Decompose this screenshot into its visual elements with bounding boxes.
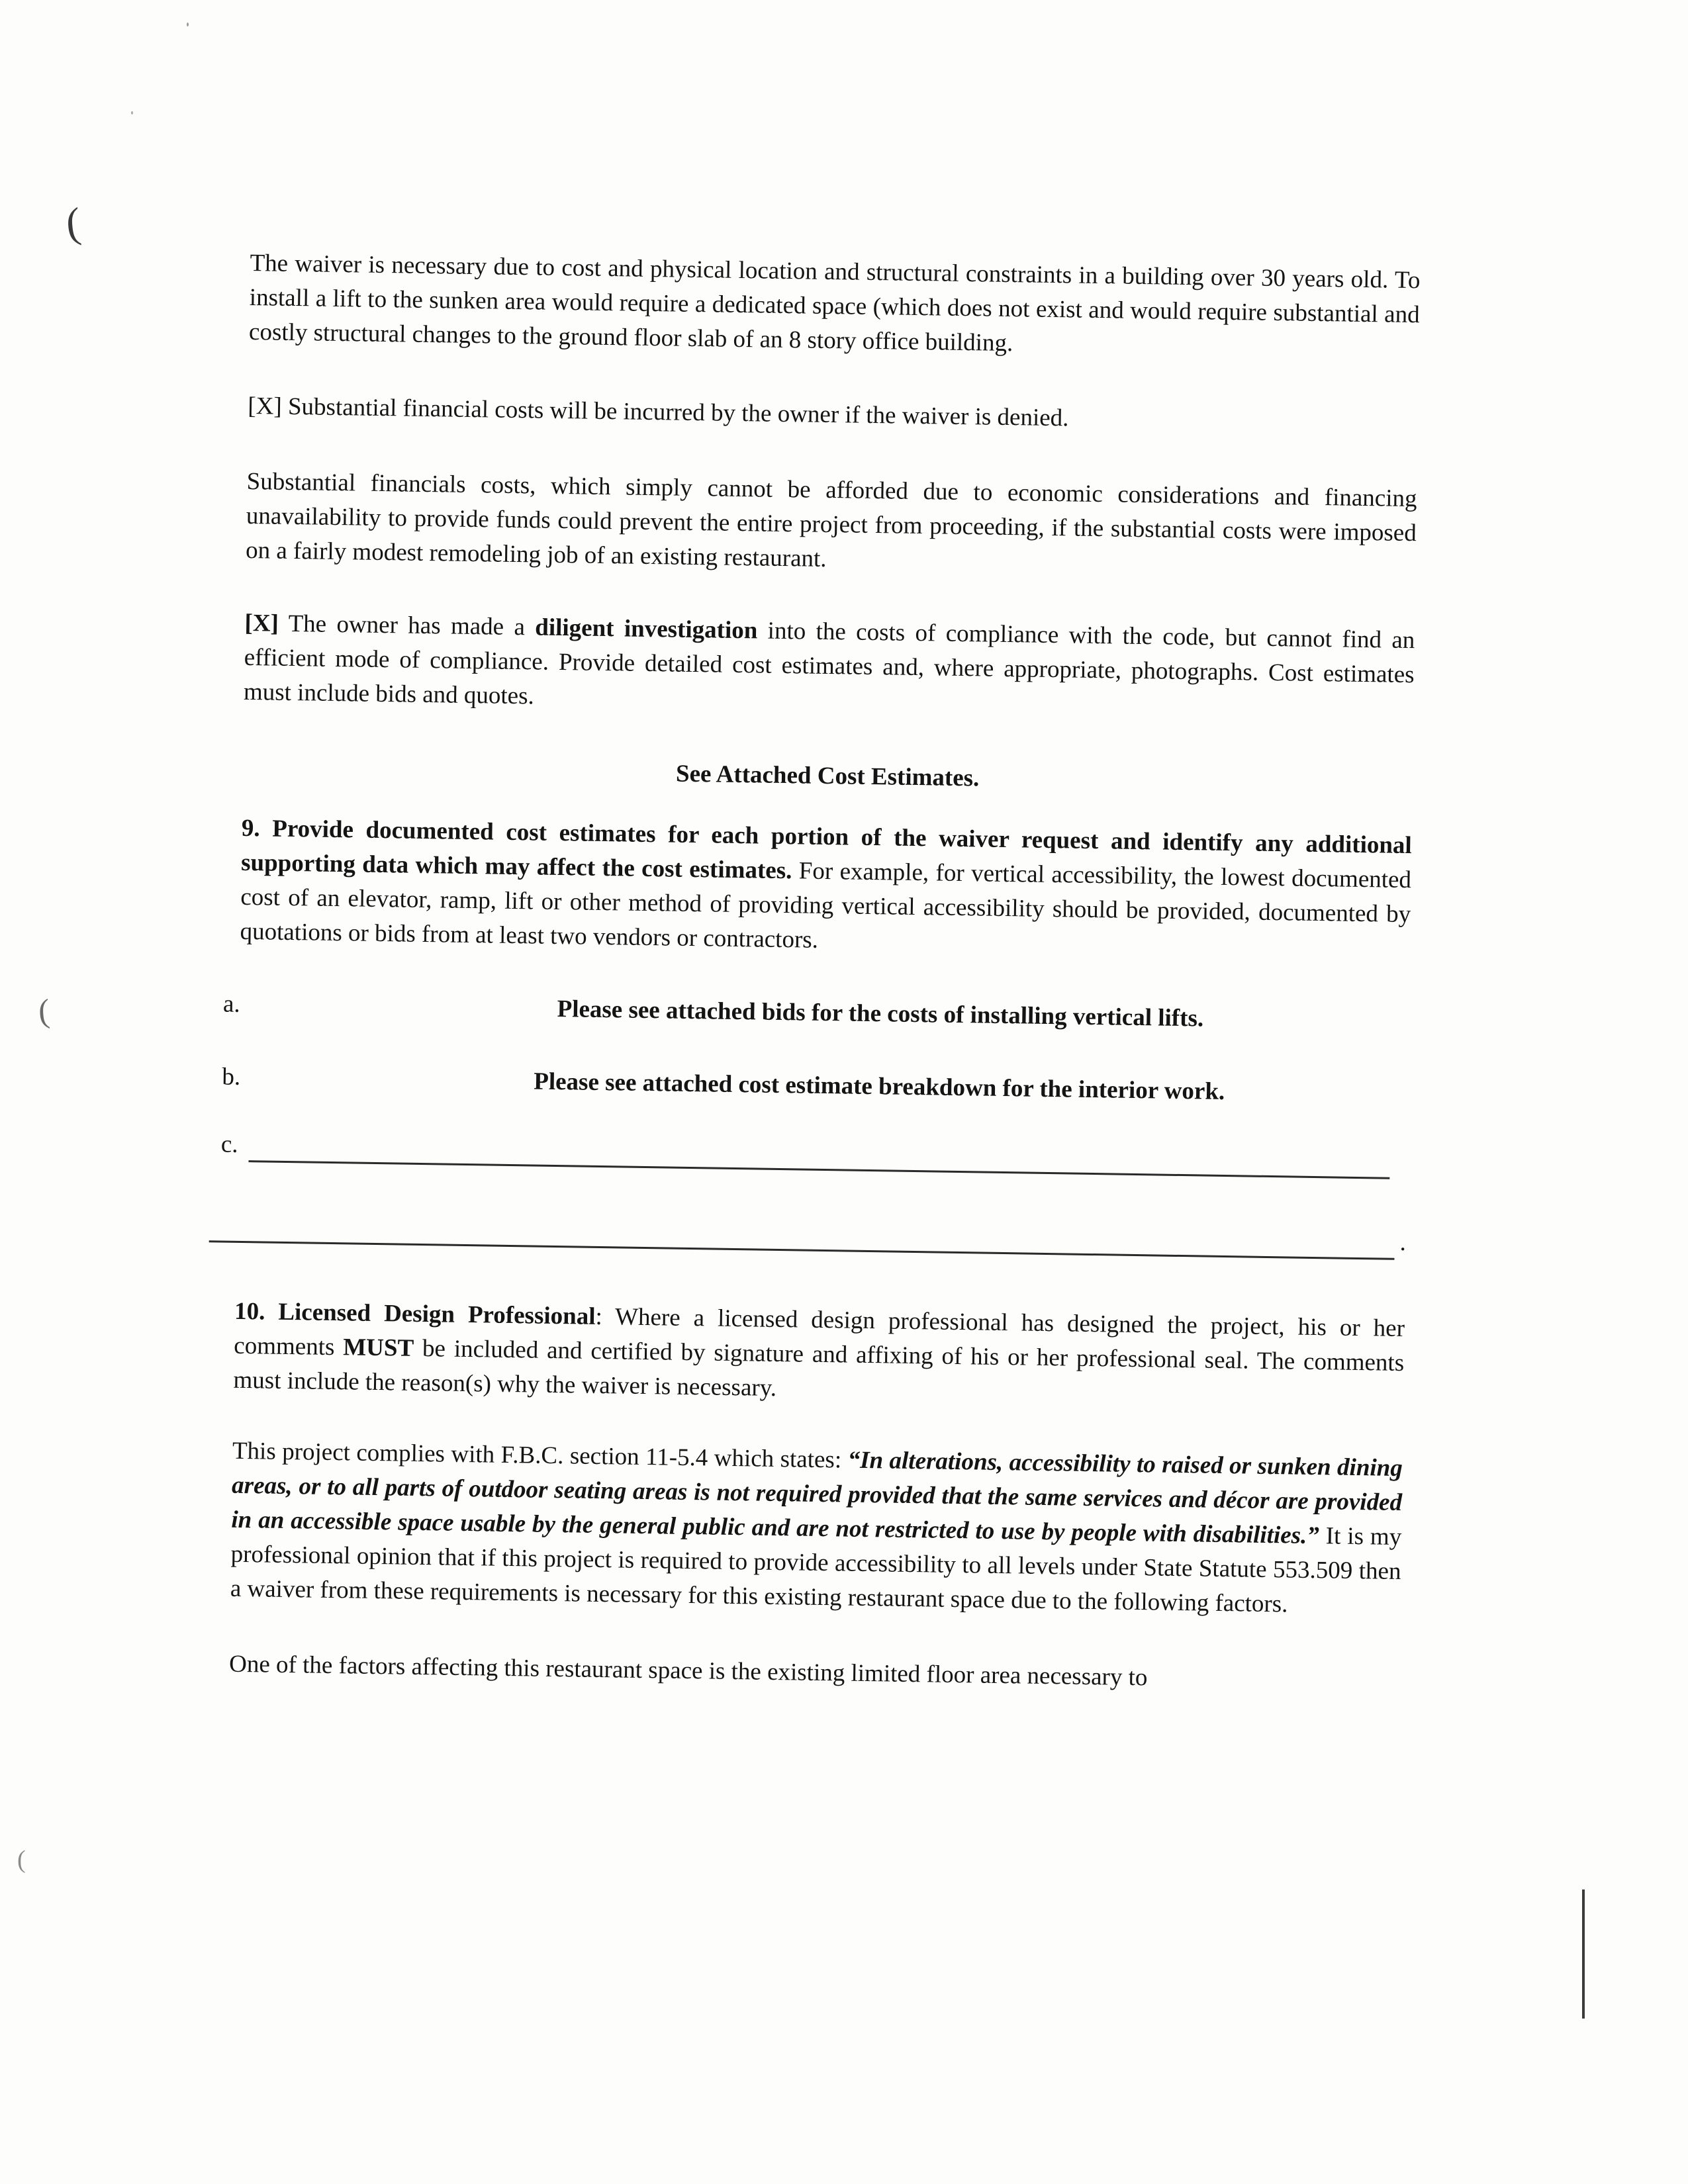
scan-paren-artifact: ( [17,1846,26,1874]
fbc-post-text: It is my professional opinion that if this project is required to provide accessibility to all levels under State Statute 553.509 then a waiver from these requirements is necessary for this existing restaurant space due to the following factors. [230,1522,1402,1618]
item-b-label: b. [222,1063,241,1091]
item-a-text: Please see attached bids for the costs of installing vertical lifts. [557,995,1204,1032]
scan-paren-artifact: ( [64,199,83,247]
item-c-blank-line [248,1133,1390,1179]
item-c-row [220,1127,1407,1179]
blank-line-row [209,1208,1407,1260]
item-10-mid-text: : Where a licensed design professional has designed the project, his or her comments [234,1302,1405,1361]
item-10-bold-text: 10. Licensed Design Professional [234,1297,596,1330]
final-paragraph [229,1647,1400,1699]
paragraph-text: Substantial financials costs, which simply cannot be afforded due to economic considerations and financing unavailability to provide funds could prevent the entire project from proceeding, if the substantial costs were imposed on a fairly modest remodeling job of an existing restaurant. [245,467,1417,572]
line-end-period: . [1399,1228,1407,1257]
statement-bold-text: diligent investigation [535,614,758,645]
item-9-rest-text: For example, for vertical accessibility, the lowest documented cost of an elevator, ramp, lift or other method of providing vertical accessibility should be provided, documented by quotations or bids from at least two vendors or contractors. [240,857,1412,954]
paragraph-waiver-necessity [249,246,1421,367]
item-10-paragraph [233,1295,1405,1415]
blank-line [209,1213,1395,1260]
scan-speck-artifact [131,111,133,114]
paragraph-text: One of the factors affecting this restaurant space is the existing limited floor area necessary to [228,1650,1148,1692]
item-b-row [222,1060,1409,1112]
document-body [220,246,1421,1699]
scan-line-artifact [1582,1889,1585,2019]
statement-pre-text: The owner has made a [278,610,536,641]
fbc-compliance-paragraph [230,1434,1403,1623]
heading-text: See Attached Cost Estimates. [675,760,980,792]
item-a-label: a. [222,990,240,1018]
fbc-pre-text: This project complies with F.B.C. section 11-5.4 which states: [232,1437,848,1474]
checkbox-statement-financial-costs [248,389,1419,441]
statement-post-text: into the costs of compliance with the code, but cannot find an efficient mode of compliance. Provide detailed cost estimates and, where appropriate, photographs. Cost estimates must include bids and quotes. [243,617,1415,710]
item-10-rest-text: be included and certified by signature and affixing of his or her professional seal. The comments must include the reason(s) why the waiver is necessary. [233,1334,1405,1402]
item-9-paragraph [240,811,1412,966]
item-9-bold-text: 9. Provide documented cost estimates for each portion of the waiver request and identify any additional supporting data which may affect the cost estimates. [240,814,1413,885]
fbc-quote-text: “In alterations, accessibility to raised or sunken dining areas, or to all parts of outdoor seating areas is not required provided that the same services and décor are provided in an accessible space usable by the general public and are not restricted to use by people with disabilities.” [231,1446,1403,1550]
see-attached-heading [242,751,1413,802]
item-10-must-text: MUST [342,1334,414,1362]
paragraph-substantial-costs [246,465,1417,585]
scan-speck-artifact [187,23,189,26]
scan-paren-artifact: ( [37,991,51,1030]
checkbox-statement-text: [X] Substantial financial costs will be incurred by the owner if the waiver is denied. [248,392,1069,432]
item-b-text: Please see attached cost estimate breakdown for the interior work. [534,1068,1225,1105]
item-a-row [222,987,1410,1039]
paragraph-text: The waiver is necessary due to cost and physical location and structural constraints in a building over 30 years old. To install a lift to the sunken area would require a dedicated space (which does not exist and would require substantial and costly structural changes to the ground floor slab of an 8 story office building. [248,249,1421,357]
checkbox-mark: [X] [244,609,279,637]
item-c-label: c. [220,1130,238,1158]
checkbox-statement-diligent-investigation [244,606,1415,727]
